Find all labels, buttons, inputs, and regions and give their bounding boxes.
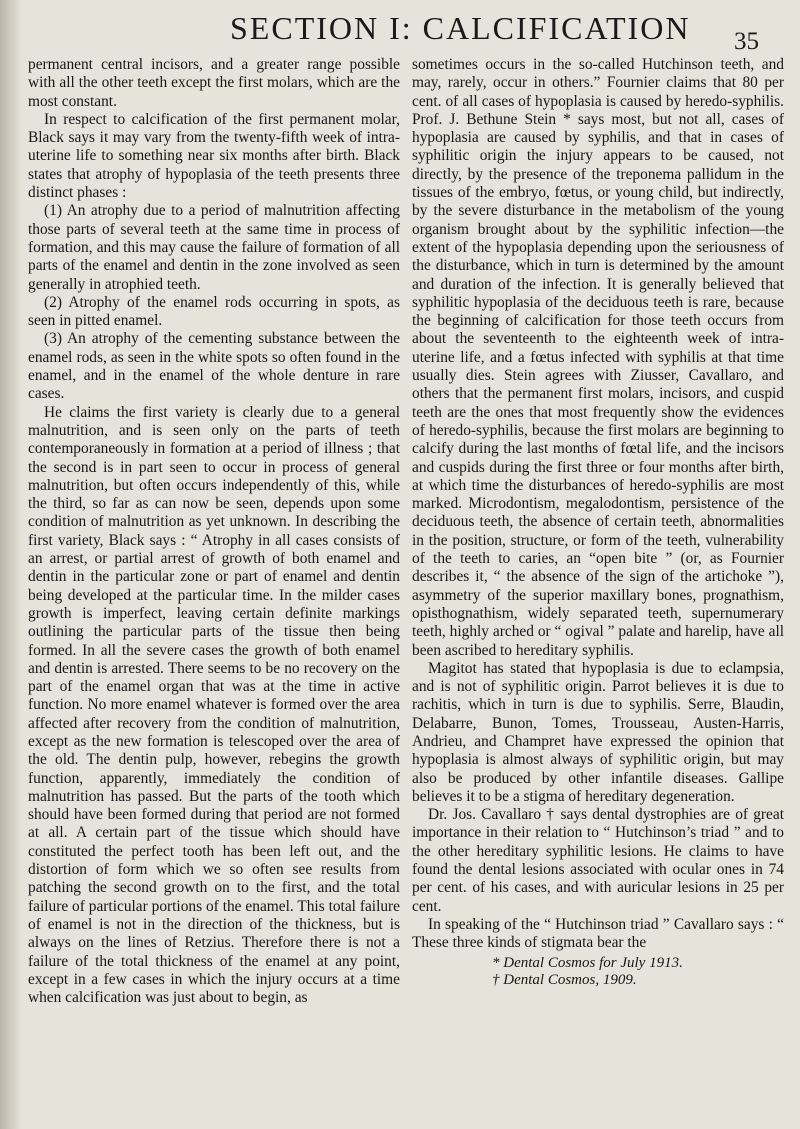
right-column [412, 56, 784, 989]
section-title: SECTION I: CALCIFICATION [230, 10, 691, 46]
left-column [28, 56, 400, 1007]
paragraph: sometimes occurs in the so-called Hutchinson teeth, and may, rarely, occur in others.” Fournier claims that 80 per cent. of all cases of hypoplasia is caused by heredo-syphilis. Prof. J. Bethune Stein * says most, but not all, cases of hypoplasia are caused by syphilis, and that in cases of syphilitic origin the injury appears to be caused, not directly, by the presence of the treponema pallidum in the tissues of the embryo, fœtus, or young child, but indirectly, by the severe disturbance in the metabolism of the young organism brought about by the syphilitic infection—the extent of the hypoplasia depending upon the seriousness of the disturbance, which in turn is determined by the amount and duration of the infection. It is generally believed that syphilitic hypoplasia of the deciduous teeth is rare, because the beginning of calcification for those teeth occurs from about the seventeenth to the eighteenth week of intra-uterine life, and a fœtus infected with syphilis at that time usually dies. Stein agrees with Ziusser, Cavallaro, and others that the permanent first molars, incisors, and cuspid teeth are the ones that most frequently show the evidences of heredo-syphilis, because the first molars are beginning to calcify during the last months of fœtal life, and the incisors and cuspids during the first three or four months after birth, at which time the disturbances of heredo-syphilis are most marked. Microdontism, megalodontism, persistence of the deciduous teeth, the absence of certain teeth, abnormalities in the position, structure, or form of the teeth, vulnerability of the teeth to caries, an “open bite ” (or, as Fournier describes it, “ the absence of the sign of the artichoke ”), asymmetry of the superior maxillary bones, prognathism, opisthognathism, widely separated teeth, supernumerary teeth, highly arched or “ ogival ” palate and harelip, have all been ascribed to hereditary syphilis. [412, 56, 784, 659]
paragraph: In speaking of the “ Hutchinson triad ” Cavallaro says : “ These three kinds of stigmata bear the [412, 915, 784, 952]
paragraph: Dr. Jos. Cavallaro † says dental dystrophies are of great importance in their relation to “ Hutchinson’s triad ” and to the other hereditary syphilitic lesions. He claims to have found the dental lesions associated with ocular ones in 74 per cent. of his cases, and with auricular lesions in 25 per cent. [412, 806, 784, 915]
paragraph: (3) An atrophy of the cementing substance between the enamel rods, as seen in the white spots so often found in the enamel, and in the enamel of the whole denture in rare cases. [28, 330, 400, 403]
page-edge-shadow [0, 0, 22, 1129]
footnotes [412, 955, 784, 989]
page-header [0, 4, 800, 60]
page-number: 35 [734, 28, 759, 55]
paragraph: permanent central incisors, and a greater range possible with all the other teeth except the first molars, which are the most constant. [28, 56, 400, 110]
footnote: * Dental Cosmos for July 1913. [492, 954, 683, 971]
footnote: † Dental Cosmos, 1909. [492, 971, 637, 988]
paragraph: (2) Atrophy of the enamel rods occurring in spots, as seen in pitted enamel. [28, 293, 400, 330]
paragraph: Magitot has stated that hypoplasia is due to eclampsia, and is not of syphilitic origin. Parrot believes it is due to rachitis, which in turn is due to syphilis. Serre, Blaudin, Delabarre, Bunon, Tomes, Trousseau, Austen-Harris, Andrieu, and Champret have expressed the opinion that hypoplasia is almost always of syphilitic origin, but may also be produced by other infantile diseases. Gallipe believes it to be a stigma of hereditary degeneration. [412, 659, 784, 805]
paragraph: In respect to calcification of the first permanent molar, Black says it may vary from the twenty-fifth week of intra-uterine life to something near six months after birth. Black states that atrophy of hypoplasia of the teeth presents three distinct phases : [28, 110, 400, 202]
paragraph: He claims the first variety is clearly due to a general malnutrition, and is seen only on the parts of teeth contemporaneously in formation at a period of illness ; that the second is in part seen to occur in process of general malnutrition, but often occurs independently of this, while the third, so far as can now be seen, depends upon some condition of malnutrition as yet unknown. In describing the first variety, Black says : “ Atrophy in all cases consists of an arrest, or partial arrest of growth of both enamel and dentin in the particular zone or part of enamel and dentin being developed at the particular time. In the milder cases growth is imperfect, leaving certain definite markings outlining the particular parts of the tissue then being formed. In all the severe cases the growth of both enamel and dentin is arrested. There seems to be no recovery on the part of the enamel organ that was at the time in active function. No more enamel whatever is formed over the area affected after recovery from the condition of malnutrition, except as the new formation is telescoped over the area of the old. The dentin pulp, however, rebegins the growth function, apparently, immediately the condition of malnutrition has passed. But the parts of the tooth which should have been formed during that period are not formed at all. A certain part of the tissue which should have constituted the perfect tooth has been left out, and the distortion of form which we so often see results from patching the second growth on to the first, and the total failure of particular portions of the enamel. This total failure of enamel is not in the direction of the thickness, but is always on the lines of Retzius. Therefore there is not a failure of the total thickness of the enamel at any point, except in a few cases in which the injury occurs at a time when calcification was just about to begin, as [28, 403, 400, 1007]
paragraph: (1) An atrophy due to a period of malnutrition affecting those parts of several teeth at the same time in process of formation, and this may cause the failure of formation of all parts of the enamel and dentin in the zone involved as seen generally in atrophied teeth. [28, 202, 400, 293]
